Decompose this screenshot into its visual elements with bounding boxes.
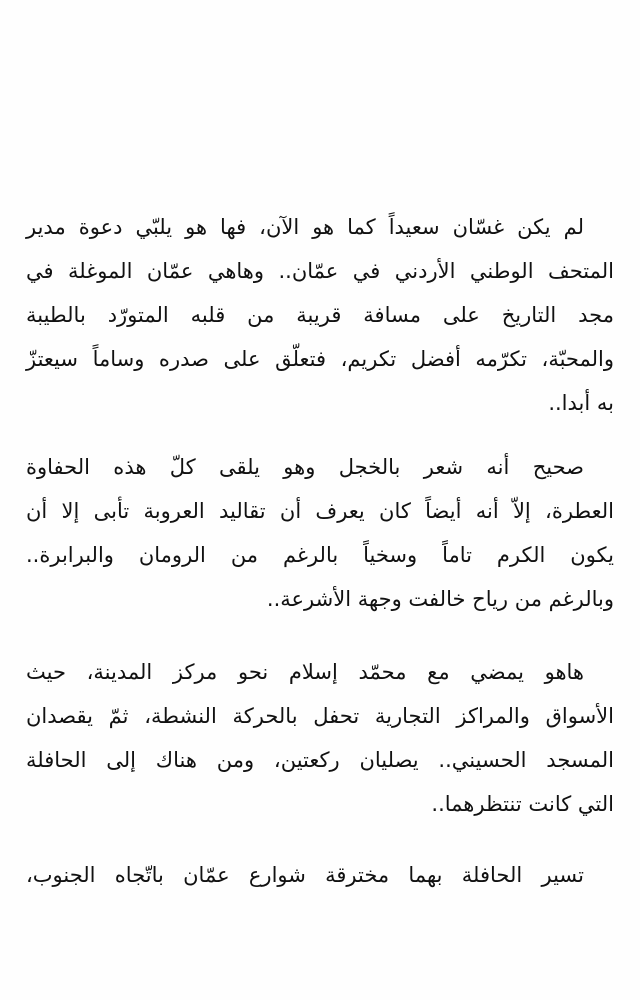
paragraph-line: وبالرغم من رياح خالفت وجهة الأشرعة.. [266,587,614,611]
paragraph-1 [26,205,614,425]
paragraph-3 [26,650,614,826]
paragraph-line: والمحبّة، تكرّمه أفضل تكريم، فتعلّق على صدره وساماً سيعتزّ [26,347,614,371]
paragraph-line: الأسواق والمراكز التجارية تحفل بالحركة النشطة، ثمّ يقصدان [26,704,614,728]
paragraph-line: العطرة، إلاّ أنه أيضاً كان يعرف أن تقاليد العروبة تأبى إلا أن [26,499,614,523]
paragraph-line: يكون الكرم تاماً وسخياً بالرغم من الرومان والبرابرة.. [26,543,614,567]
paragraph-line: المسجد الحسيني.. يصليان ركعتين، ومن هناك إلى الحافلة [26,748,614,772]
paragraph-line: التي كانت تنتظرهما.. [431,792,614,816]
paragraph-line: صحيح أنه شعر بالخجل وهو يلقى كلّ هذه الحفاوة [26,455,584,479]
paragraph-line: لم يكن غسّان سعيداً كما هو الآن، فها هو يلبّي دعوة مدير [26,215,584,239]
paragraph-line: المتحف الوطني الأردني في عمّان.. وهاهي عمّان الموغلة في [26,259,614,283]
paragraph-2 [26,445,614,621]
paragraph-line: مجد التاريخ على مسافة قريبة من قلبه المتورّد بالطيبة [26,303,614,327]
paragraph-line: تسير الحافلة بهما مخترقة شوارع عمّان باتّجاه الجنوب، [26,863,584,887]
paragraph-line: به أبدا.. [548,391,614,415]
paragraph-4 [26,853,614,897]
paragraph-line: هاهو يمضي مع محمّد إسلام نحو مركز المدينة، حيث [26,660,584,684]
